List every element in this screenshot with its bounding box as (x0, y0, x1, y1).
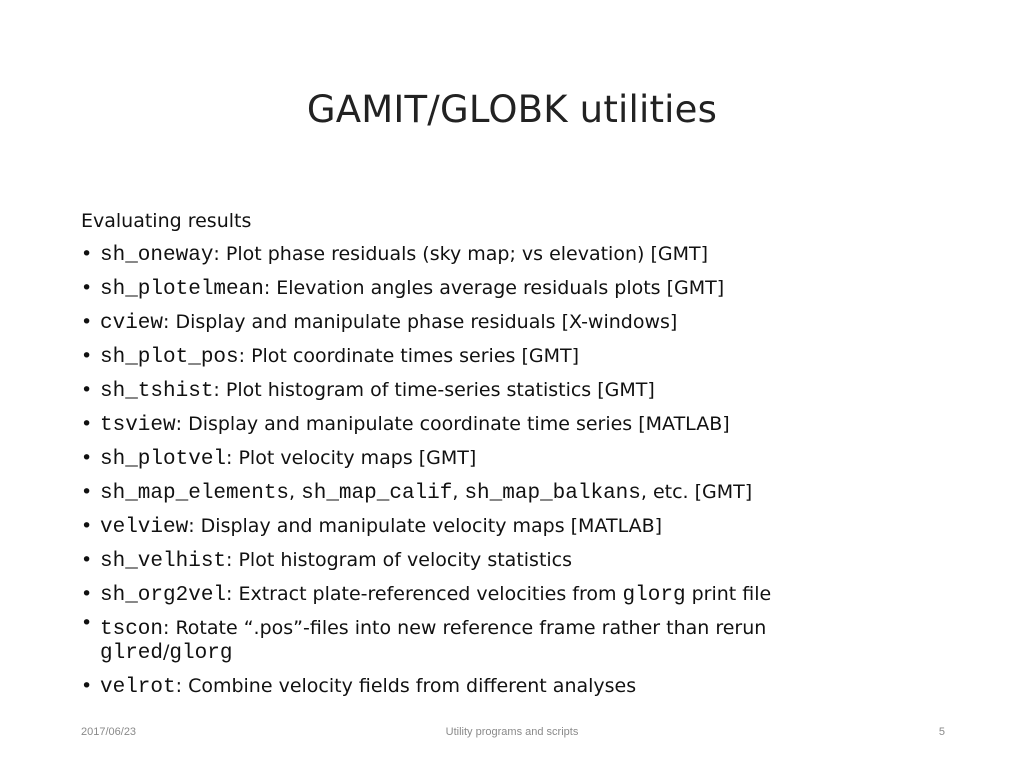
list-item-tscon (81, 612, 961, 670)
list-item-sh-plotelmean (81, 272, 961, 306)
item-description: , etc. [GMT] (640, 481, 753, 503)
page-number: 5 (938, 726, 945, 738)
item-description: : Plot coordinate times series [GMT] (238, 345, 580, 367)
item-description: : Plot velocity maps [GMT] (226, 447, 477, 469)
bullet-icon: • (81, 675, 93, 697)
item-description: : Extract plate-referenced velocities from (226, 583, 623, 605)
item-separator: , (452, 481, 465, 503)
item-description: : Display and manipulate phase residuals [X-windows] (163, 311, 678, 333)
bullet-icon: • (81, 413, 93, 435)
item-description: : Elevation angles average residuals plots [GMT] (263, 277, 725, 299)
bullet-icon: • (81, 379, 93, 401)
list-item-sh-org2vel (81, 578, 961, 612)
bullet-icon: • (81, 612, 93, 634)
command-name: tscon (100, 618, 164, 641)
bullet-icon: • (81, 311, 93, 333)
item-description: : Plot histogram of time-series statistics [GMT] (213, 379, 655, 401)
list-item-sh-plot-pos (81, 340, 961, 374)
bullet-icon: • (81, 549, 93, 571)
command-name: glorg (622, 584, 686, 607)
bullet-icon: • (81, 481, 93, 503)
command-name: sh_plotelmean (100, 278, 264, 301)
item-description: : Rotate “.pos”-files into new reference frame rather than rerun (163, 617, 767, 639)
footer-title: Utility programs and scripts (445, 726, 579, 738)
command-name: sh_oneway (100, 244, 214, 267)
list-item-sh-oneway (81, 238, 961, 272)
command-name: sh_org2vel (100, 584, 227, 607)
command-name: tsview (100, 414, 176, 437)
command-name: sh_map_elements (100, 482, 290, 505)
list-item-cview (81, 306, 961, 340)
item-description: : Display and manipulate coordinate time series [MATLAB] (175, 413, 730, 435)
command-name: glorg (169, 642, 233, 665)
list-item-velrot (81, 670, 961, 704)
list-item-sh-plotvel (81, 442, 961, 476)
bullet-icon: • (81, 277, 93, 299)
item-description: : Display and manipulate velocity maps [MATLAB] (188, 515, 663, 537)
list-item-sh-velhist (81, 544, 961, 578)
command-name: velrot (100, 676, 176, 699)
command-name: sh_plotvel (100, 448, 227, 471)
item-description: : Plot histogram of velocity statistics (226, 549, 573, 571)
item-description: print file (685, 583, 772, 605)
item-description: : Combine velocity fields from different analyses (175, 675, 637, 697)
list-item-sh-tshist (81, 374, 961, 408)
bullet-icon: • (81, 515, 93, 537)
command-name: cview (100, 312, 164, 335)
bullet-icon: • (81, 243, 93, 265)
bullet-icon: • (81, 583, 93, 605)
command-name: sh_map_calif (301, 482, 453, 505)
item-description: : Plot phase residuals (sky map; vs elevation) [GMT] (213, 243, 709, 265)
item-separator: / (163, 641, 170, 663)
list-item-tsview (81, 408, 961, 442)
command-name: sh_velhist (100, 550, 227, 573)
bullet-icon: • (81, 345, 93, 367)
item-separator: , (289, 481, 302, 503)
slide-body (81, 205, 961, 704)
command-name: glred (100, 642, 164, 665)
command-name: sh_tshist (100, 380, 214, 403)
command-name: sh_plot_pos (100, 346, 239, 369)
list-item-sh-map-elements (81, 476, 961, 510)
bullet-icon: • (81, 447, 93, 469)
slide-title: GAMIT/GLOBK utilities (306, 88, 718, 131)
list-item-velview (81, 510, 961, 544)
command-name: sh_map_balkans (464, 482, 641, 505)
command-name: velview (100, 516, 189, 539)
footer-date: 2017/06/23 (81, 726, 137, 738)
section-heading: Evaluating results (81, 210, 252, 232)
bullet-list (81, 238, 961, 704)
